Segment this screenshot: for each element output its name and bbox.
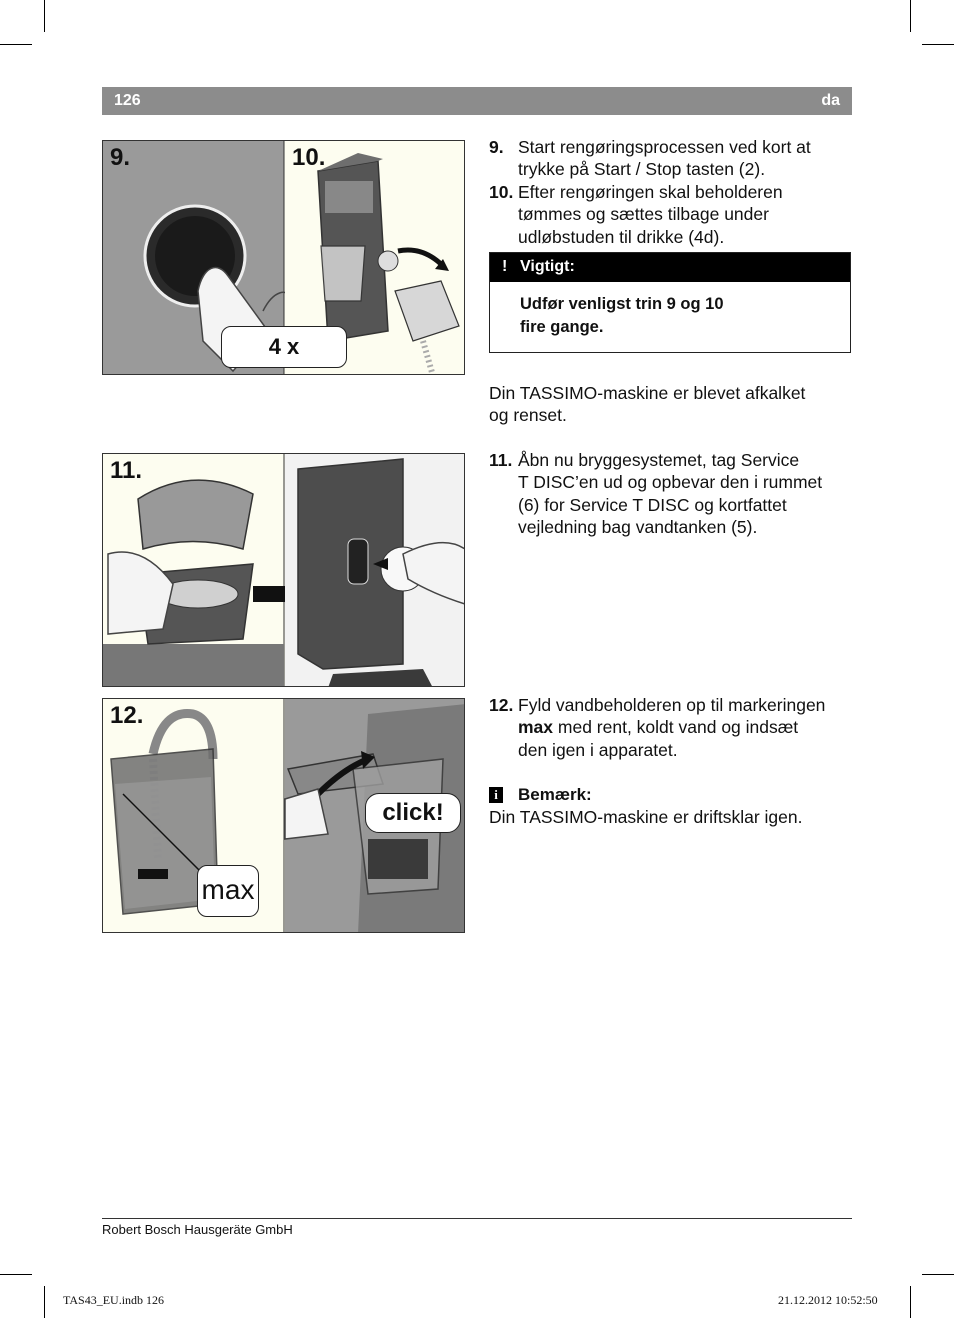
- step-number: 12.: [489, 695, 514, 715]
- step-line: Start rengøringsprocessen ved kort at: [518, 137, 811, 157]
- step-11: [489, 449, 851, 539]
- warning-icon: !: [502, 258, 508, 275]
- figure-number-9: 9.: [110, 144, 131, 171]
- crop-mark: [910, 0, 911, 32]
- info-icon: i: [489, 787, 503, 803]
- warning-text: [520, 293, 724, 339]
- note-text: Din TASSIMO-maskine er driftsklar igen.: [489, 807, 803, 827]
- figure-number-11: 11.: [110, 457, 143, 484]
- descaled-paragraph: [489, 382, 851, 427]
- step-line: vejledning bag vandtanken (5).: [518, 516, 758, 537]
- warning-header: [490, 253, 850, 282]
- illustration-service-disc-storage: [103, 454, 465, 687]
- click-label: click!: [365, 793, 461, 833]
- figure-number-12: 12.: [110, 702, 144, 729]
- step-10: [489, 181, 851, 249]
- step-line: udløbstuden til drikke (4d).: [518, 226, 725, 247]
- max-marking-label: max: [197, 865, 259, 917]
- step-number: 10.: [489, 182, 514, 202]
- note-title: Bemærk:: [518, 785, 592, 804]
- warning-title: Vigtigt:: [520, 258, 575, 275]
- footer-rule: [102, 1218, 852, 1219]
- page-number: 126: [114, 92, 141, 109]
- language-code: da: [821, 92, 840, 109]
- step-line: Efter rengøringen skal beholderen: [518, 182, 783, 202]
- step-line: trykke på Start / Stop tasten (2).: [518, 159, 766, 180]
- warning-box: [489, 252, 851, 353]
- max-keyword: max: [518, 717, 554, 738]
- step-line: [518, 716, 798, 738]
- figure-step-11: [102, 453, 465, 687]
- figure-step-12: [102, 698, 465, 933]
- step-line: Fyld vandbeholderen op til markeringen: [518, 695, 826, 715]
- crop-mark: [44, 0, 45, 32]
- step-line: (6) for Service T DISC og kortfattet: [518, 494, 787, 515]
- crop-mark: [922, 1274, 954, 1275]
- step-9: [489, 136, 851, 182]
- step-line: Åbn nu bryggesystemet, tag Service: [518, 450, 800, 470]
- paragraph-line: Din TASSIMO-maskine er blevet afkalket: [489, 383, 806, 403]
- crop-mark: [910, 1286, 911, 1318]
- paragraph-line: og renset.: [489, 405, 567, 426]
- step-line: tømmes og sættes tilbage under: [518, 204, 769, 225]
- figure-number-10: 10.: [292, 144, 326, 171]
- print-slug-date: 21.12.2012 10:52:50: [778, 1293, 878, 1307]
- figure-steps-9-10: [102, 140, 465, 375]
- crop-mark: [0, 44, 32, 45]
- step-line: den igen i apparatet.: [518, 739, 678, 760]
- step-12: [489, 694, 851, 762]
- warning-line: fire gange.: [520, 318, 604, 336]
- page-header: [102, 87, 852, 115]
- crop-mark: [922, 44, 954, 45]
- step-number: 11.: [489, 450, 513, 470]
- step-line: T DISC’en ud og opbevar den i rummet: [518, 472, 823, 493]
- step-number: 9.: [489, 137, 504, 157]
- footer-company: Robert Bosch Hausgeräte GmbH: [102, 1222, 293, 1237]
- crop-mark: [44, 1286, 45, 1318]
- print-slug-file: TAS43_EU.indb 126: [63, 1293, 165, 1307]
- warning-line: Udfør venligst trin 9 og 10: [520, 295, 724, 313]
- repeat-count-label: 4 x: [221, 326, 347, 368]
- crop-mark: [0, 1274, 32, 1275]
- step-line-rest: med rent, koldt vand og indsæt: [553, 717, 799, 738]
